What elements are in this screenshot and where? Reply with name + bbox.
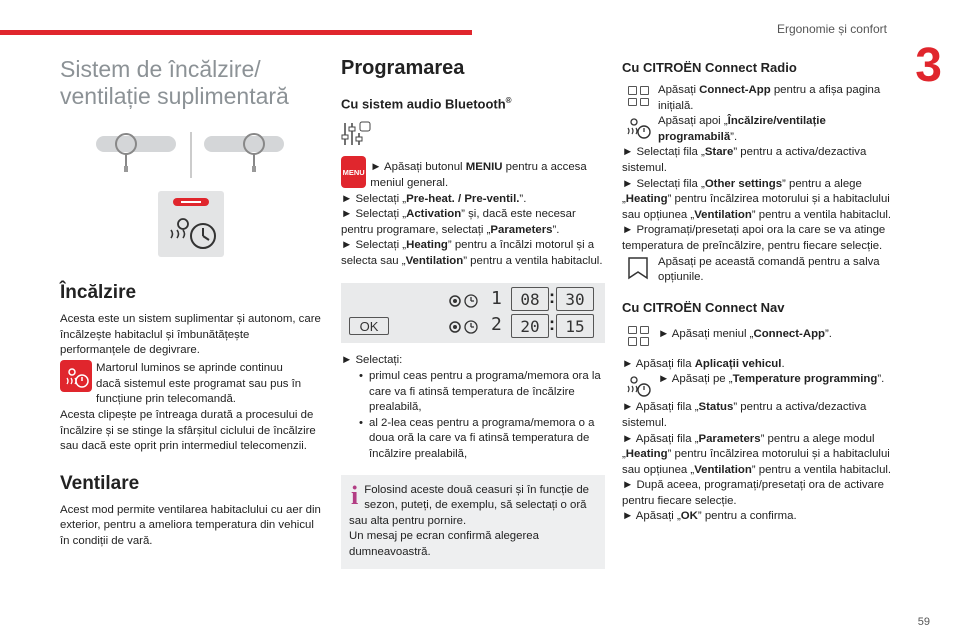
r3a: ► Selectați fila „ (622, 146, 705, 159)
radio-step-3 (622, 145, 892, 176)
header-accent-bar (0, 30, 472, 35)
heater-timer-icon (157, 190, 225, 258)
nav-step-1 (622, 323, 892, 349)
clock-1-icon (449, 291, 489, 311)
radio-step-5: ► Programați/presetați apoi ora la care se va atinge temperatura de preîncălzire, pentru fiecare selecție. (622, 224, 886, 252)
r1a: Apăsați (658, 84, 700, 96)
n5a: ► Apăsați fila „ (622, 432, 699, 445)
radio-step-4 (622, 177, 892, 224)
temperature-programming-keyword: Temperature programming (732, 373, 878, 386)
parameters-nav-keyword: Parameters (698, 432, 761, 445)
clock-2-minutes[interactable]: 15 (556, 314, 594, 338)
step-heating (341, 238, 605, 269)
step-menu-text-c: pentru a accesa meniul general. (370, 161, 587, 189)
step-activation (341, 207, 605, 238)
n3c: ”. (877, 373, 885, 386)
n1c: ”. (824, 327, 832, 340)
save-icon (622, 255, 654, 281)
status-keyword: Status (698, 401, 734, 414)
bluetooth-audio-heading (341, 96, 605, 111)
select-label: ► Selectați: (341, 354, 403, 367)
menu-keyword: MENIU (465, 161, 503, 174)
nav-step-7 (622, 509, 892, 525)
steering-wheels-icon (96, 132, 286, 180)
clock-display-panel (341, 283, 605, 343)
ventilation-description: Acest mod permite ventilarea habitaclului cu aer din exterior, pentru a ameliora temperatura din vehicul în condiții de vară. (60, 503, 321, 547)
clock-1-minutes[interactable]: 30 (556, 287, 594, 311)
r4e: ” pentru încălzirea motorului și a habitaclului sau opțiunea „ (622, 193, 890, 221)
clock-2-colon: : (549, 314, 555, 335)
warning-light-text-b: dacă sistemul este programat sau pus în funcțiune prin telecomandă. (96, 377, 302, 406)
ventilation-nav-keyword: Ventilation (694, 463, 752, 476)
ok-keyword: OK (680, 510, 698, 523)
clock-2-hours[interactable]: 20 (511, 314, 549, 338)
parameters-keyword: Parameters (490, 223, 553, 236)
vehicle-apps-keyword: Aplicații vehicul (694, 357, 782, 370)
info-text: Folosind aceste două ceasuri și în funcție de sezon, puteți, de exemplu, să selectați o oră sau alta pentru pornire. (349, 483, 590, 527)
r4a: ► Selectați fila „ (622, 177, 705, 190)
step-activation-c: ” și, dacă este necesar pentru programare, selectați „ (341, 208, 576, 236)
n2c: . (781, 357, 785, 370)
page-number: 59 (917, 616, 930, 628)
ventilation-keyword-r: Ventilation (694, 208, 752, 221)
nav-step-4 (622, 400, 892, 431)
connect-radio-heading: Cu CITROËN Connect Radio (622, 60, 797, 75)
radio-settings-icon (341, 121, 605, 152)
step-preheat-c: ”. (519, 192, 527, 205)
n4a: ► Apăsați fila „ (622, 401, 699, 414)
radio-step-2-text (658, 114, 892, 145)
bluetooth-audio-heading-text: Cu sistem audio Bluetooth (341, 96, 506, 112)
n7c: ” pentru a confirma. (697, 510, 797, 523)
step-activation-a: ► Selectați „ (341, 208, 407, 221)
step-preheat (341, 192, 605, 208)
connect-app-nav-icon (622, 323, 654, 349)
ventilation-heading: Ventilare (60, 472, 140, 494)
n1a: ► Apăsați meniul „ (658, 327, 754, 340)
r4g: ” pentru a ventila habitaclul. (751, 208, 892, 221)
other-settings-keyword: Other settings (704, 177, 783, 190)
clock-2-icon (449, 317, 489, 337)
steering-wheel-illustration (96, 132, 286, 180)
r2a: Apăsați apoi „ (658, 115, 728, 128)
n5e: ” pentru încălzirea motorului și a habitaclului sau opțiunea „ (622, 448, 890, 476)
connect-app-keyword: Connect-App (699, 84, 771, 96)
info-icon: i (351, 480, 359, 510)
ventilation-keyword: Ventilation (405, 254, 464, 267)
heater-program-icon (622, 114, 654, 142)
radio-step-2 (622, 114, 892, 145)
r4c: ” pentru a alege „ (622, 177, 862, 206)
r2c: ”. (730, 130, 738, 143)
connect-nav-heading: Cu CITROËN Connect Nav (622, 299, 785, 315)
n4c: ” pentru a activa/dezactiva sistemul. (622, 401, 867, 429)
nav-step-1-text (658, 323, 832, 343)
column-connect (622, 56, 892, 525)
radio-step-1 (622, 83, 892, 114)
nav-step-6: ► După aceea, programați/presetați ora de activare pentru fiecare selecție. (622, 479, 885, 507)
r3c: ” pentru a activa/dezactiva sistemul. (622, 146, 867, 174)
nav-step-3 (622, 372, 892, 400)
chapter-number: 3 (915, 39, 942, 92)
info-text-2: Un mesaj pe ecran confirmă alegerea dumneavoastră. (349, 530, 539, 559)
r1c: pentru a afișa pagina inițială. (658, 84, 881, 112)
heater-warning-light-illustration (157, 190, 225, 258)
list-item: • primul ceas pentru a programa/memora ora la care va fi atinsă temperatura de încălzire prealabilă, (359, 369, 605, 416)
menu-button-icon: MENU (341, 156, 366, 188)
heater-program-keyword: Încălzire/ventilație programabilă (658, 115, 826, 143)
bullet-1-text: primul ceas pentru a programa/memora ora la care va fi atinsă temperatura de încălzire prealabilă, (369, 370, 601, 414)
clock-1-colon: : (549, 287, 555, 308)
column-programming (341, 56, 605, 569)
step-heating-c: ” pentru a încălzi motorul și a selecta sau „ (341, 239, 595, 267)
nav-step-2 (622, 357, 892, 373)
step-menu-row (341, 156, 605, 191)
heating-nav-keyword: Heating (625, 448, 668, 461)
connect-app-icon (622, 83, 654, 109)
heating-keyword-r: Heating (625, 193, 668, 206)
heating-heading: Încălzire (60, 282, 137, 303)
n5g: ” pentru a ventila habitaclul. (751, 463, 892, 476)
n5c: ” pentru a alege modul „ (622, 432, 875, 461)
ok-button[interactable]: OK (349, 317, 389, 335)
connect-app-nav-keyword: Connect-App (753, 327, 825, 340)
nav-step-3-text (658, 372, 884, 388)
step-activation-e: ”. (552, 223, 560, 236)
warning-light-text-a: Martorul luminos se aprinde continuu (96, 361, 283, 374)
heating-keyword: Heating (406, 239, 448, 252)
registered-mark: ® (505, 96, 512, 105)
column-heater-intro (60, 56, 322, 550)
preheat-keyword: Pre-heat. / Pre-ventil. (406, 192, 520, 205)
step-menu-text-a: ► Apăsați butonul (370, 161, 466, 174)
radio-step-6 (622, 255, 892, 286)
step-preheat-a: ► Selectați „ (341, 192, 407, 205)
section-title: Ergonomie și confort (776, 22, 887, 36)
bullet-2-text: al 2-lea ceas pentru a programa/memora o a doua oră la care va fi atinsă temperatura de încălzire prealabilă, (369, 416, 595, 461)
heater-warning-light-icon (60, 360, 92, 392)
stare-keyword: Stare (704, 146, 734, 159)
clock-1-hours[interactable]: 08 (511, 287, 549, 311)
clock-2-number: 2 (491, 314, 502, 336)
n3a: ► Apăsați pe „ (658, 373, 733, 386)
radio-step-1-text (658, 83, 892, 114)
clock-bullet-list (341, 369, 605, 463)
nav-step-5 (622, 432, 892, 479)
step-menu-text (370, 156, 605, 191)
activation-keyword: Activation (406, 208, 462, 221)
n2a: ► Apăsați fila (622, 357, 695, 370)
heating-description: Acesta este un sistem suplimentar și autonom, care încălzește habitaclul și îmbunătățește performanțele de degivrare. (60, 313, 321, 357)
temperature-programming-icon (622, 372, 654, 400)
step-heating-e: ” pentru a ventila habitaclul. (463, 254, 603, 267)
programming-heading: Programarea (341, 57, 465, 79)
list-item: • al 2-lea ceas pentru a programa/memora o a doua oră la care va fi atinsă temperatura de încălzire prealabilă, (359, 416, 605, 463)
n7a: ► Apăsați „ (622, 510, 681, 523)
step-heating-a: ► Selectați „ (341, 239, 407, 252)
radio-step-6-text: Apăsați pe această comandă pentru a salva opțiunile. (658, 255, 880, 284)
clock-1-number: 1 (491, 288, 502, 310)
info-box (341, 475, 605, 569)
heating-flashing-text: Acesta clipește pe întreaga durată a procesului de încălzire și se stinge la sfârșitul ciclului de încălzire sau dacă este oprit prin intermediul telecomenzii. (60, 408, 316, 453)
page-title: Sistem de încălzire/ ventilație suplimentară (60, 56, 289, 109)
